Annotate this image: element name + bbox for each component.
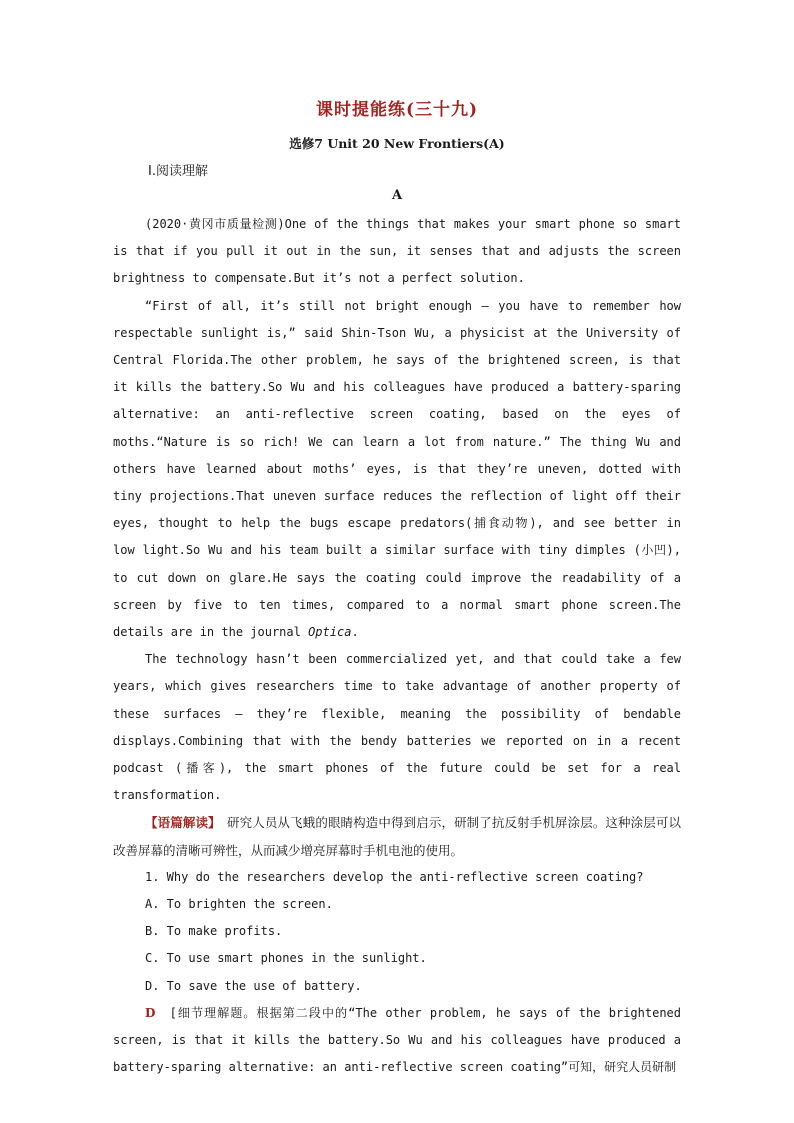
analysis-paragraph (113, 809, 681, 863)
passage-label: A (391, 188, 403, 203)
passage-paragraph-2 (113, 293, 681, 647)
analysis-text: 研究人员从飞蛾的眼睛构造中得到启示，研制了抗反射手机屏涂层。这种涂层可以改善屏幕的清晰可辨性，从而减少增亮屏幕时手机电池的使用。 (113, 815, 681, 858)
section-heading: Ⅰ.阅读理解 (148, 164, 208, 179)
passage-paragraph-2-end: . (351, 625, 359, 640)
answer-explanation: [细节理解题。根据第二段中的“The other problem, he says of the brightened screen, is that it kills the battery.So Wu and his colleagues have produced a battery-sparing alternative: an anti-reflective screen coating”可知，研究人员研制 (113, 1005, 681, 1075)
document-body (113, 211, 681, 1082)
option-b: B. To make profits. (145, 924, 283, 939)
passage-paragraph-1: (2020·黄冈市质量检测)One of the things that makes your smart phone so smart is that if you pull it out in the sun, it senses that and adjusts the screen brightness to compensate.But it’s not a perfect solution. (113, 217, 681, 286)
passage-paragraph-3: The technology hasn’t been commercialized yet, and that could take a few years, which gives researchers time to take advantage of another property of these surfaces — they’re flexible, meaning the possibility of bendable displays.Combining that with the bendy batteries we reported on in a recent podcast (播客), the smart phones of the future could be set for a real transformation. (113, 652, 681, 803)
page-subtitle: 选修7 Unit 20 New Frontiers(A) (289, 136, 505, 151)
option-d: D. To save the use of battery. (145, 978, 362, 993)
question-stem: 1. Why do the researchers develop the anti-reflective screen coating? (145, 869, 644, 884)
option-a: A. To brighten the screen. (145, 897, 333, 912)
option-c: C. To use smart phones in the sunlight. (145, 951, 427, 966)
answer-letter: D (145, 1005, 156, 1020)
passage-paragraph-2-text: “First of all, it’s still not bright enough — you have to remember how respectable sunlight is,” said Shin-Tson Wu, a physicist at the University of Central Florida.The other problem, he says of the brightened screen, is that it kills the battery.So Wu and his colleagues have produced a battery-sparing alternative: an anti-reflective screen coating, based on the eyes of moths.“Nature is so rich! We can learn a lot from nature.” The thing Wu and others have learned about moths’ eyes, is that they’re uneven, dotted with tiny projections.That uneven surface reduces the reflection of light off their eyes, thought to help the bugs escape predators(捕食动物), and see better in low light.So Wu and his team built a similar surface with tiny dimples (小凹), to cut down on glare.He says the coating could improve the readability of a screen by five to ten times, compared to a normal smart phone screen.The details are in the journal (113, 298, 681, 640)
analysis-tag: 【语篇解读】 (145, 815, 215, 831)
page-title: 课时提能练(三十九) (315, 100, 479, 120)
answer-paragraph (113, 1000, 681, 1082)
journal-name: Optica (308, 625, 352, 640)
